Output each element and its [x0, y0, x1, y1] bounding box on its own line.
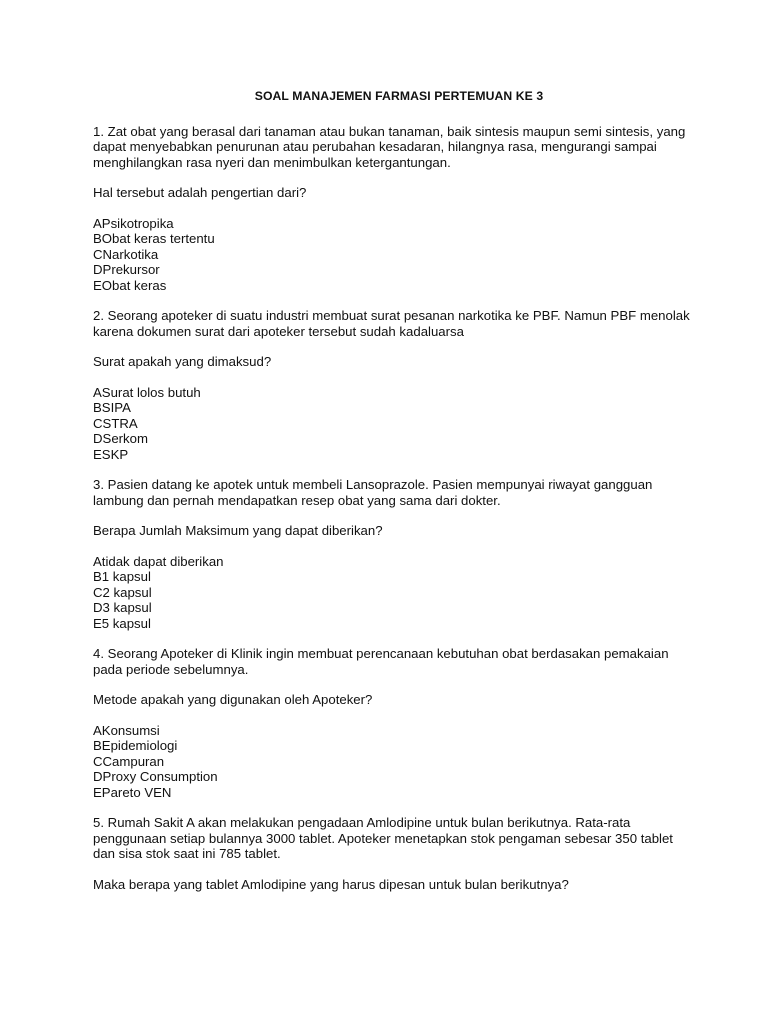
document-page — [93, 89, 693, 907]
option-a: APsikotropika — [93, 215, 174, 231]
question-4-body: Seorang Apoteker di Klinik ingin membuat perencanaan kebutuhan obat berdasakan pemakaian pada periode sebelumnya. — [93, 646, 669, 677]
question-2-body: Seorang apoteker di suatu industri membuat surat pesanan narkotika ke PBF. Namun PBF menolak karena dokumen surat dari apoteker tersebut sudah kadaluarsa — [93, 308, 690, 339]
question-3-body: Pasien datang ke apotek untuk membeli Lansoprazole. Pasien mempunyai riwayat gangguan lambung dan pernah mendapatkan resep obat yang sama dari dokter. — [93, 477, 653, 508]
option-b: BEpidemiologi — [93, 738, 178, 753]
question-2-prompt: Surat apakah yang dimaksud? — [93, 354, 272, 369]
option-d: DSerkom — [93, 431, 148, 446]
option-a: AKonsumsi — [93, 722, 160, 738]
question-3 — [93, 477, 693, 631]
question-5-text — [93, 815, 693, 862]
question-1 — [93, 124, 693, 294]
document-title: SOAL MANAJEMEN FARMASI PERTEMUAN KE 3 — [254, 89, 544, 103]
option-e: EPareto VEN — [93, 784, 172, 800]
question-2-options — [93, 385, 693, 463]
option-c: CSTRA — [93, 415, 138, 431]
question-3-options — [93, 554, 693, 632]
question-5 — [93, 815, 693, 892]
option-c: C2 kapsul — [93, 584, 152, 600]
question-3-number: 3. — [93, 477, 104, 492]
question-2-text — [93, 308, 693, 339]
question-4 — [93, 646, 693, 800]
option-e: ESKP — [93, 446, 129, 462]
question-4-options — [93, 723, 693, 801]
question-1-prompt: Hal tersebut adalah pengertian dari? — [93, 185, 307, 200]
option-e: EObat keras — [93, 277, 167, 293]
question-4-text — [93, 646, 693, 677]
option-b: BSIPA — [93, 400, 131, 415]
question-1-body: Zat obat yang berasal dari tanaman atau bukan tanaman, baik sintesis maupun semi sintesis, yang dapat menyebabkan penurunan atau perubahan kesadaran, hilangnya rasa, mengurangi sampai menghilangkan rasa nyeri dan menimbulkan ketergantungan. — [93, 123, 686, 170]
option-d: DProxy Consumption — [93, 769, 218, 784]
option-b: B1 kapsul — [93, 569, 151, 584]
question-3-text — [93, 477, 693, 508]
option-a: Atidak dapat diberikan — [93, 553, 224, 569]
question-5-body: Rumah Sakit A akan melakukan pengadaan Amlodipine untuk bulan berikutnya. Rata-rata penggunaan setiap bulannya 3000 tablet. Apoteker menetapkan stok pengaman sebesar 350 tablet dan sisa stok saat ini 785 tablet. — [93, 815, 673, 861]
option-c: CNarkotika — [93, 246, 159, 262]
question-5-number: 5. — [93, 815, 104, 830]
option-a: ASurat lolos butuh — [93, 384, 201, 400]
option-b: BObat keras tertentu — [93, 231, 215, 246]
question-1-options — [93, 216, 693, 294]
question-2-number: 2. — [93, 308, 104, 323]
question-4-number: 4. — [93, 646, 104, 661]
option-d: DPrekursor — [93, 262, 160, 277]
option-e: E5 kapsul — [93, 615, 151, 631]
question-5-prompt: Maka berapa yang tablet Amlodipine yang harus dipesan untuk bulan berikutnya? — [93, 876, 569, 892]
question-3-prompt: Berapa Jumlah Maksimum yang dapat diberikan? — [93, 523, 383, 538]
question-2 — [93, 308, 693, 462]
option-c: CCampuran — [93, 753, 165, 769]
question-1-number: 1. — [93, 123, 104, 139]
question-4-prompt: Metode apakah yang digunakan oleh Apoteker? — [93, 692, 373, 707]
question-1-text — [93, 124, 693, 171]
option-d: D3 kapsul — [93, 600, 152, 615]
